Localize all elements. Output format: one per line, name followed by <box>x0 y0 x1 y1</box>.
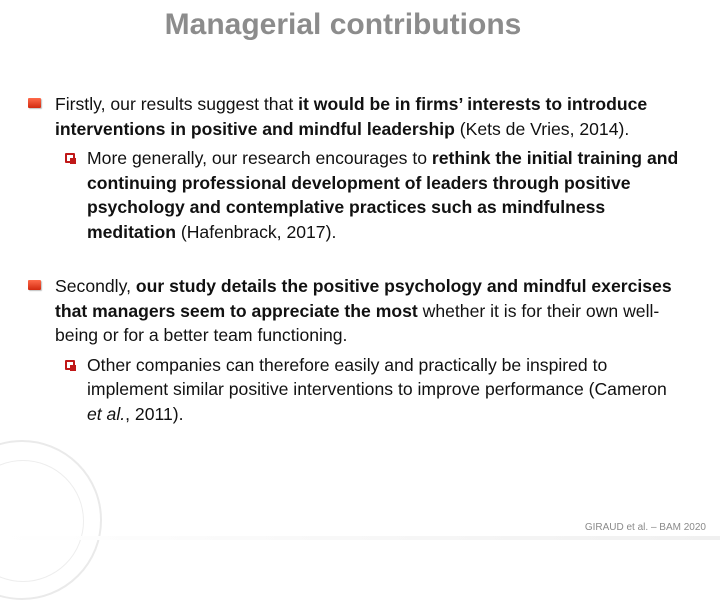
university-seal-watermark <box>0 440 102 600</box>
sub-bullet-1-text-a: More generally, our research encourages to <box>87 148 432 168</box>
sub-bullet-2-text-a: Other companies can therefore easily and practically be inspired to implement similar positive interventions to improve performance (Cameron <box>87 354 667 399</box>
square-bullet-icon <box>28 98 41 108</box>
seal-inner-ring <box>0 460 84 582</box>
sub-bullet-2-text-b: et al. <box>87 403 126 424</box>
bullet-2-text-c: whether it is for their own well-being or for a better team functioning. <box>55 300 660 345</box>
sub-bullet-item-1 <box>55 146 686 244</box>
bullet-item-2 <box>26 274 686 426</box>
hollow-square-bullet-icon <box>65 153 75 163</box>
sub-bullet-item-2 <box>55 353 686 427</box>
hollow-square-bullet-icon <box>65 360 75 370</box>
bullet-2-text-a: Secondly, <box>55 276 136 296</box>
sub-bullet-1-text-b: rethink the initial training and continuing professional development of leaders through positive psychology and contemplative practices such as mindfulness meditation <box>87 148 679 242</box>
bullet-1-text-c: (Kets de Vries, 2014). <box>454 118 630 139</box>
sub-bullet-2-text-c: , 2011). <box>125 403 184 424</box>
bullet-2-text-b: our study details the positive psychology and mindful exercises that managers seem to appreciate the most <box>55 276 672 321</box>
slide-title: Managerial contributions <box>164 8 522 41</box>
bullet-1-text-b: it would be in firms’ interests to introduce interventions in positive and mindful leadership <box>55 94 648 139</box>
bullet-1-text-a: Firstly, our results suggest that <box>55 94 299 114</box>
slide-content <box>26 92 686 456</box>
footer-divider <box>0 536 720 540</box>
slide-footer: GIRAUD et al. – BAM 2020 <box>584 522 706 533</box>
square-bullet-icon <box>28 280 41 290</box>
sub-bullet-1-text-c: (Hafenbrack, 2017). <box>175 221 337 242</box>
bullet-item-1 <box>26 92 686 244</box>
